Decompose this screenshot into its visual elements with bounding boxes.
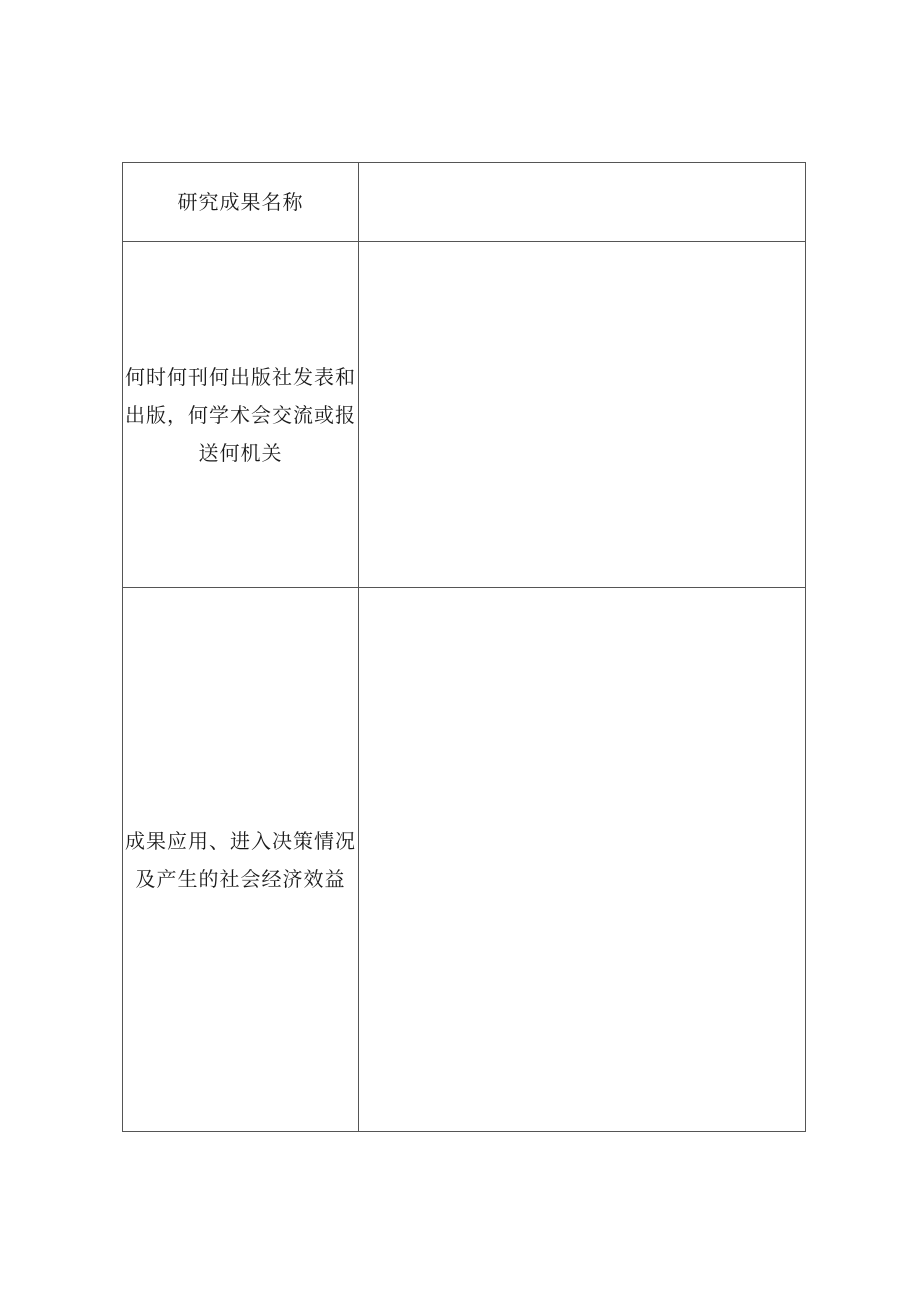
publication-info-label: 何时何刊何出版社发表和出版，何学术会交流或报送何机关 xyxy=(125,364,356,465)
form-row-publication-info xyxy=(123,242,806,588)
label-cell-publication-info xyxy=(123,242,359,588)
achievement-form-table xyxy=(122,162,806,1132)
achievement-name-field[interactable] xyxy=(359,163,806,242)
application-benefits-field[interactable] xyxy=(359,588,806,1132)
label-cell-achievement-name xyxy=(123,163,359,242)
publication-info-field[interactable] xyxy=(359,242,806,588)
form-row-achievement-name xyxy=(123,163,806,242)
form-row-application-benefits xyxy=(123,588,806,1132)
achievement-name-label: 研究成果名称 xyxy=(177,190,304,214)
label-cell-application-benefits xyxy=(123,588,359,1132)
application-benefits-label: 成果应用、进入决策情况及产生的社会经济效益 xyxy=(125,828,356,891)
